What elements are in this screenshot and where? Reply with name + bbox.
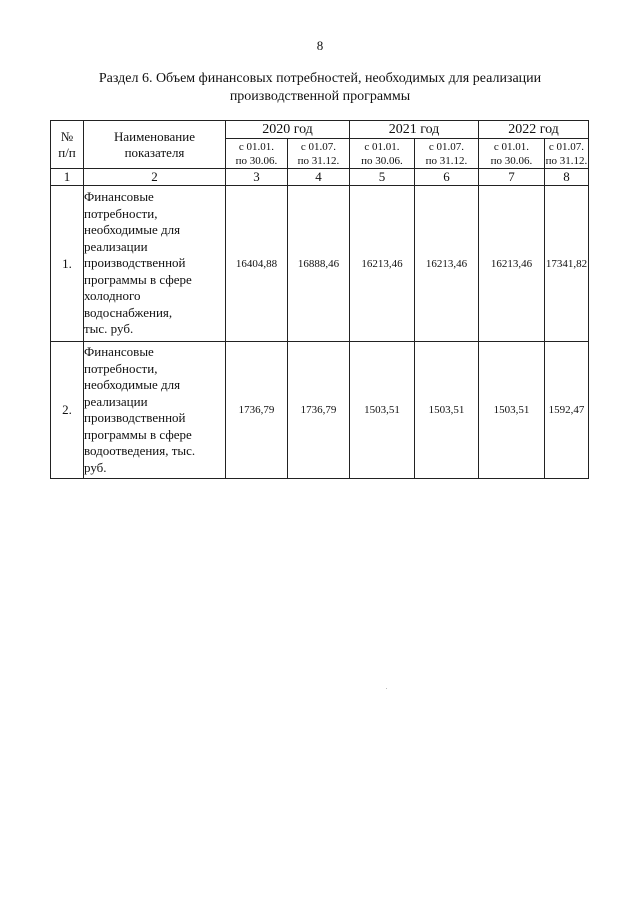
value-cell: 16213,46 — [350, 186, 415, 342]
header-number — [51, 121, 84, 169]
indicator-name: Финансовые потребности, необходимые для реализации производственной программы в сфере холодного водоснабжения, тыс. руб. — [84, 186, 226, 342]
table-row — [51, 342, 589, 479]
column-number: 7 — [479, 169, 545, 186]
header-number-line: № — [60, 128, 74, 144]
header-period: с 01.01. по 30.06. — [226, 139, 288, 169]
column-number: 2 — [84, 169, 226, 186]
value-cell: 16888,46 — [288, 186, 350, 342]
page-number: 8 — [316, 38, 324, 53]
value-cell: 16404,88 — [226, 186, 288, 342]
header-row-years — [51, 121, 589, 139]
column-number: 4 — [288, 169, 350, 186]
header-year-2021: 2021 год — [350, 121, 479, 139]
section-heading-line-1: Раздел 6. Объем финансовых потребностей, необходимых для реализации — [98, 71, 542, 86]
table-row — [51, 186, 589, 342]
section-heading-line-2: производственной программы — [229, 89, 411, 104]
scan-speck — [386, 688, 387, 689]
header-period: с 01.07. по 31.12. — [545, 140, 588, 167]
row-number: 2. — [51, 342, 84, 479]
column-number: 1 — [51, 169, 84, 186]
column-number-row — [51, 169, 589, 186]
header-period: с 01.01. по 30.06. — [479, 139, 545, 169]
column-number: 5 — [350, 169, 415, 186]
section-heading — [60, 70, 580, 106]
header-period: с 01.07. по 31.12. — [288, 139, 350, 169]
header-name-line: показателя — [124, 144, 185, 160]
financial-needs-table — [50, 120, 589, 479]
value-cell: 1503,51 — [350, 342, 415, 479]
row-number: 1. — [51, 186, 84, 342]
header-year-2022: 2022 год — [479, 121, 589, 139]
indicator-name: Финансовые потребности, необходимые для реализации производственной программы в сфере водоотведения, тыс. руб. — [84, 342, 226, 479]
column-number: 6 — [415, 169, 479, 186]
header-period: с 01.07. по 31.12. — [415, 139, 479, 169]
value-cell: 1503,51 — [479, 342, 545, 479]
value-cell: 1736,79 — [288, 342, 350, 479]
column-number: 8 — [545, 169, 589, 186]
header-period: с 01.01. по 30.06. — [350, 139, 415, 169]
column-number: 3 — [226, 169, 288, 186]
value-cell: 1503,51 — [415, 342, 479, 479]
header-year-2020: 2020 год — [226, 121, 350, 139]
value-cell: 16213,46 — [479, 186, 545, 342]
value-cell: 1592,47 — [545, 342, 589, 479]
header-number-line: п/п — [58, 144, 76, 160]
value-cell: 1736,79 — [226, 342, 288, 479]
value-cell: 16213,46 — [415, 186, 479, 342]
value-cell: 17341,82 — [545, 186, 589, 342]
header-indicator-name — [84, 121, 226, 169]
header-name-line: Наименование — [114, 128, 195, 144]
